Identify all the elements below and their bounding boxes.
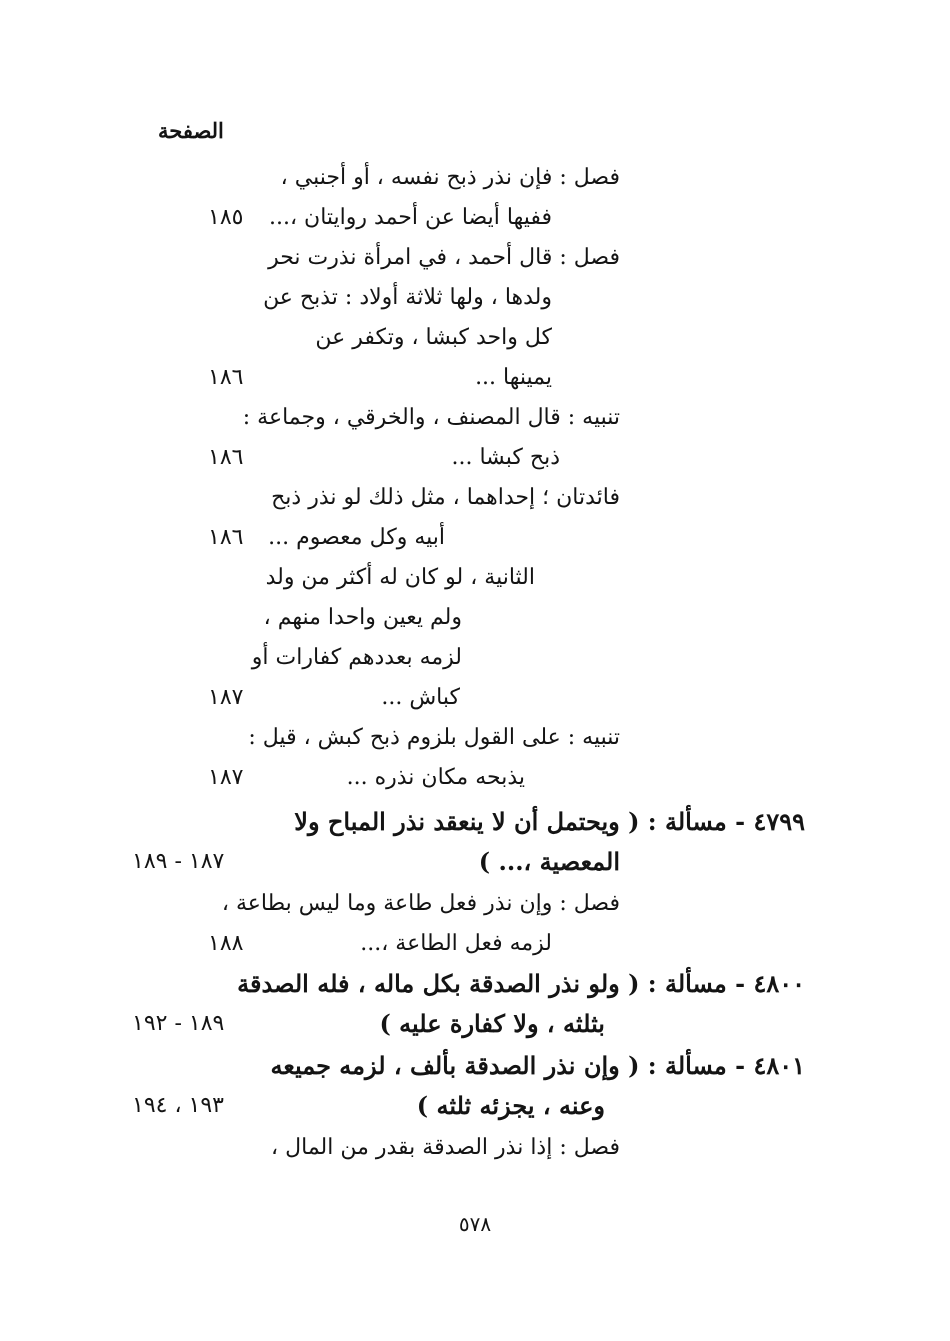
entry-text: تنبيه : على القول بلزوم ذبح كبش ، قيل : bbox=[248, 725, 620, 750]
entry-page: ١٩٣ ، ١٩٤ bbox=[132, 1093, 224, 1118]
index-entry bbox=[0, 438, 950, 478]
masala-entry bbox=[0, 1004, 950, 1044]
masala-entry bbox=[0, 842, 950, 882]
entry-text: الثانية ، لو كان له أكثر من ولد bbox=[265, 565, 535, 590]
entry-text: فصل : فإن نذر ذبح نفسه ، أو أجنبي ، bbox=[280, 165, 620, 190]
entry-text: بثلثه ، ولا كفارة عليه ) bbox=[379, 1009, 605, 1038]
entry-text: وعنه ، يجزئه ثلثه ) bbox=[416, 1091, 605, 1120]
entry-text: ولم يعين واحدا منهم ، bbox=[263, 605, 462, 630]
entry-page: ١٨٦ bbox=[208, 445, 244, 470]
entry-text: ٤٨٠١ - مسألة : ( وإن نذر الصدقة بألف ، لزمه جميعه bbox=[270, 1051, 805, 1080]
index-entry bbox=[0, 398, 950, 438]
entry-text: فصل : إذا نذر الصدقة بقدر من المال ، bbox=[271, 1135, 620, 1160]
index-entry bbox=[0, 478, 950, 518]
entry-text: يذبحه مكان نذره ... bbox=[346, 765, 525, 790]
entry-text: ففيها أيضا عن أحمد روايتان ،... bbox=[268, 205, 552, 230]
entry-text: المعصية ،... ) bbox=[478, 847, 620, 876]
index-entry bbox=[0, 924, 950, 964]
entry-page: ١٨٨ bbox=[208, 931, 244, 956]
index-entry bbox=[0, 638, 950, 678]
index-entry bbox=[0, 1128, 950, 1168]
index-entry bbox=[0, 884, 950, 924]
entry-text: لزمه بعددهم كفارات أو bbox=[251, 645, 462, 670]
entry-text: ٤٧٩٩ - مسألة : ( ويحتمل أن لا ينعقد نذر المباح ولا bbox=[294, 807, 805, 836]
page-column-header: الصفحة bbox=[158, 118, 224, 143]
index-entry bbox=[0, 278, 950, 318]
entry-page: ١٨٦ bbox=[208, 525, 244, 550]
index-entry bbox=[0, 598, 950, 638]
entry-text: فصل : قال أحمد ، في امرأة نذرت نحر bbox=[268, 245, 620, 270]
masala-entry bbox=[0, 1086, 950, 1126]
masala-entry bbox=[0, 802, 950, 842]
index-entry bbox=[0, 758, 950, 798]
entry-text: فصل : وإن نذر فعل طاعة وما ليس بطاعة ، bbox=[221, 891, 620, 916]
entry-page: ١٨٧ - ١٨٩ bbox=[132, 849, 225, 874]
entry-text: ٤٨٠٠ - مسألة : ( ولو نذر الصدقة بكل ماله ، فله الصدقة bbox=[237, 969, 805, 998]
index-entry bbox=[0, 318, 950, 358]
entry-page: ١٨٥ bbox=[208, 205, 244, 230]
entry-page: ١٨٦ bbox=[208, 365, 244, 390]
entry-text: تنبيه : قال المصنف ، والخرقي ، وجماعة : bbox=[242, 405, 620, 430]
index-entry bbox=[0, 678, 950, 718]
entry-text: فائدتان ؛ إحداهما ، مثل ذلك لو نذر ذبح bbox=[271, 485, 620, 510]
entry-page: ١٨٩ - ١٩٢ bbox=[132, 1011, 225, 1036]
masala-entry bbox=[0, 1046, 950, 1086]
index-entry bbox=[0, 558, 950, 598]
entry-text: أبيه وكل معصوم ... bbox=[268, 525, 445, 550]
index-entry bbox=[0, 518, 950, 558]
entry-text: ذبح كبشا ... bbox=[451, 445, 560, 470]
entry-page: ١٨٧ bbox=[208, 685, 244, 710]
entry-text: يمينها ... bbox=[475, 365, 552, 390]
page-number: ٥٧٨ bbox=[458, 1212, 492, 1236]
entry-text: كل واحد كبشا ، وتكفر عن bbox=[315, 325, 552, 350]
entry-page: ١٨٧ bbox=[208, 765, 244, 790]
index-entry bbox=[0, 158, 950, 198]
index-entry bbox=[0, 358, 950, 398]
entry-text: ولدها ، ولها ثلاثة أولاد : تذبح عن bbox=[263, 285, 552, 310]
masala-entry bbox=[0, 964, 950, 1004]
index-entry bbox=[0, 718, 950, 758]
index-entry bbox=[0, 238, 950, 278]
index-entry bbox=[0, 198, 950, 238]
entry-text: كباش ... bbox=[381, 685, 460, 710]
entry-text: لزمه فعل الطاعة ،... bbox=[360, 931, 552, 956]
